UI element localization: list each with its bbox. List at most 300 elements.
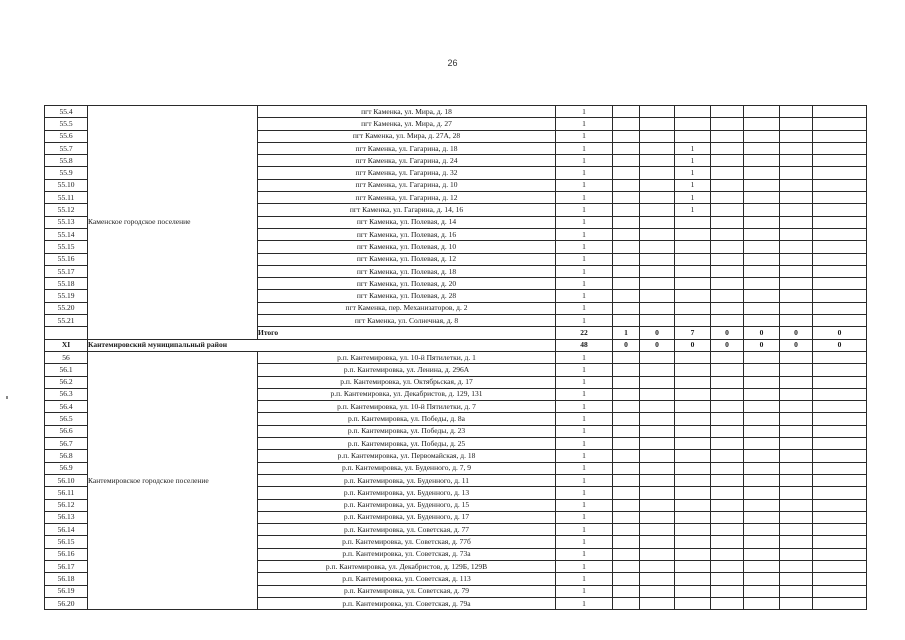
value-cell: 7 xyxy=(675,327,711,339)
address-cell: пгт Каменка, ул. Мира, д. 27 xyxy=(258,118,556,130)
row-number: 56.2 xyxy=(45,376,88,388)
value-cell xyxy=(813,315,867,327)
value-cell: 1 xyxy=(556,118,613,130)
value-cell xyxy=(813,511,867,523)
value-cell xyxy=(780,192,813,204)
value-cell: 1 xyxy=(556,413,613,425)
row-number: 55.20 xyxy=(45,302,88,314)
value-cell xyxy=(640,192,675,204)
value-cell xyxy=(813,573,867,585)
value-cell: 1 xyxy=(556,401,613,413)
value-cell xyxy=(613,167,640,179)
row-number: 56.20 xyxy=(45,597,88,609)
value-cell xyxy=(640,278,675,290)
value-cell: 1 xyxy=(556,364,613,376)
value-cell xyxy=(640,548,675,560)
row-number: 56.10 xyxy=(45,474,88,486)
value-cell xyxy=(675,118,711,130)
value-cell xyxy=(675,548,711,560)
margin-mark xyxy=(6,396,8,399)
value-cell xyxy=(780,290,813,302)
value-cell xyxy=(780,388,813,400)
value-cell xyxy=(711,597,744,609)
address-cell: пгт Каменка, пер. Механизаторов, д. 2 xyxy=(258,302,556,314)
row-number: 55.8 xyxy=(45,155,88,167)
row-number: 55.18 xyxy=(45,278,88,290)
value-cell xyxy=(675,438,711,450)
value-cell xyxy=(640,597,675,609)
value-cell xyxy=(744,179,780,191)
value-cell xyxy=(780,241,813,253)
value-cell xyxy=(613,290,640,302)
value-cell xyxy=(744,597,780,609)
value-cell xyxy=(813,130,867,142)
value-cell xyxy=(780,401,813,413)
value-cell: 1 xyxy=(675,142,711,154)
value-cell xyxy=(613,536,640,548)
row-number: 56.3 xyxy=(45,388,88,400)
value-cell xyxy=(813,351,867,363)
value-cell: 1 xyxy=(556,511,613,523)
value-cell xyxy=(640,511,675,523)
row-number: 55.11 xyxy=(45,192,88,204)
address-cell: пгт Каменка, ул. Солнечная, д. 8 xyxy=(258,315,556,327)
address-cell: р.п. Кантемировка, ул. Первомайская, д. 18 xyxy=(258,450,556,462)
value-cell xyxy=(744,204,780,216)
value-cell xyxy=(813,228,867,240)
value-cell: 1 xyxy=(613,327,640,339)
value-cell xyxy=(640,155,675,167)
value-cell xyxy=(613,204,640,216)
value-cell xyxy=(780,560,813,572)
row-number: 56.7 xyxy=(45,438,88,450)
value-cell xyxy=(613,376,640,388)
value-cell xyxy=(613,425,640,437)
value-cell xyxy=(744,524,780,536)
row-number: 55.12 xyxy=(45,204,88,216)
address-cell: пгт Каменка, ул. Гагарина, д. 14, 16 xyxy=(258,204,556,216)
row-number: 56.5 xyxy=(45,413,88,425)
value-cell xyxy=(813,118,867,130)
value-cell xyxy=(744,351,780,363)
value-cell xyxy=(640,351,675,363)
value-cell: 48 xyxy=(556,339,613,351)
value-cell xyxy=(711,142,744,154)
value-cell xyxy=(711,388,744,400)
value-cell xyxy=(675,364,711,376)
value-cell xyxy=(813,524,867,536)
value-cell xyxy=(711,167,744,179)
value-cell xyxy=(813,474,867,486)
row-number: 55.6 xyxy=(45,130,88,142)
row-number: 56.11 xyxy=(45,487,88,499)
value-cell xyxy=(744,511,780,523)
value-cell xyxy=(780,597,813,609)
value-cell xyxy=(711,265,744,277)
value-cell xyxy=(675,265,711,277)
address-cell: р.п. Кантемировка, ул. Октябрьская, д. 17 xyxy=(258,376,556,388)
value-cell xyxy=(640,315,675,327)
address-cell: р.п. Кантемировка, ул. Декабристов, д. 129, 131 xyxy=(258,388,556,400)
value-cell xyxy=(675,560,711,572)
value-cell xyxy=(780,548,813,560)
value-cell xyxy=(711,155,744,167)
value-cell xyxy=(640,167,675,179)
value-cell xyxy=(813,560,867,572)
value-cell xyxy=(813,585,867,597)
value-cell xyxy=(613,548,640,560)
value-cell xyxy=(640,376,675,388)
value-cell xyxy=(711,536,744,548)
value-cell xyxy=(640,364,675,376)
row-number: 56.6 xyxy=(45,425,88,437)
value-cell xyxy=(711,401,744,413)
value-cell xyxy=(675,106,711,118)
value-cell xyxy=(613,302,640,314)
value-cell xyxy=(744,265,780,277)
value-cell: 1 xyxy=(556,487,613,499)
register-table-body xyxy=(45,106,867,610)
value-cell xyxy=(640,265,675,277)
row-number: 55.16 xyxy=(45,253,88,265)
value-cell xyxy=(780,376,813,388)
value-cell: 1 xyxy=(556,536,613,548)
value-cell xyxy=(613,118,640,130)
value-cell xyxy=(711,253,744,265)
value-cell: 1 xyxy=(556,560,613,572)
value-cell xyxy=(744,302,780,314)
value-cell: 0 xyxy=(675,339,711,351)
value-cell xyxy=(744,228,780,240)
value-cell xyxy=(744,118,780,130)
value-cell xyxy=(780,524,813,536)
value-cell xyxy=(813,302,867,314)
value-cell xyxy=(711,585,744,597)
row-number: 56.9 xyxy=(45,462,88,474)
value-cell xyxy=(640,413,675,425)
value-cell: 1 xyxy=(556,204,613,216)
value-cell xyxy=(780,364,813,376)
register-table xyxy=(44,105,867,610)
row-number: 56.17 xyxy=(45,560,88,572)
address-cell: пгт Каменка, ул. Гагарина, д. 10 xyxy=(258,179,556,191)
value-cell xyxy=(711,548,744,560)
value-cell xyxy=(780,511,813,523)
row-number: 55.13 xyxy=(45,216,88,228)
value-cell xyxy=(613,192,640,204)
value-cell xyxy=(780,315,813,327)
value-cell xyxy=(675,216,711,228)
value-cell: 0 xyxy=(780,339,813,351)
row-number: 55.10 xyxy=(45,179,88,191)
address-cell: р.п. Кантемировка, ул. Советская, д. 77б xyxy=(258,536,556,548)
value-cell xyxy=(613,450,640,462)
address-cell: пгт Каменка, ул. Полевая, д. 20 xyxy=(258,278,556,290)
value-cell xyxy=(675,376,711,388)
address-cell: пгт Каменка, ул. Полевая, д. 28 xyxy=(258,290,556,302)
value-cell xyxy=(813,413,867,425)
value-cell xyxy=(744,388,780,400)
value-cell xyxy=(640,118,675,130)
value-cell xyxy=(675,585,711,597)
value-cell xyxy=(744,216,780,228)
value-cell xyxy=(744,474,780,486)
value-cell xyxy=(711,216,744,228)
value-cell: 0 xyxy=(613,339,640,351)
value-cell xyxy=(675,253,711,265)
value-cell: 1 xyxy=(556,499,613,511)
value-cell xyxy=(813,167,867,179)
value-cell xyxy=(780,438,813,450)
value-cell xyxy=(675,401,711,413)
value-cell xyxy=(711,425,744,437)
value-cell: 1 xyxy=(556,142,613,154)
value-cell xyxy=(613,560,640,572)
row-number xyxy=(45,327,88,339)
value-cell xyxy=(640,253,675,265)
value-cell: 1 xyxy=(556,241,613,253)
value-cell xyxy=(613,524,640,536)
value-cell xyxy=(711,106,744,118)
value-cell xyxy=(711,179,744,191)
value-cell xyxy=(640,573,675,585)
value-cell xyxy=(613,511,640,523)
value-cell xyxy=(675,524,711,536)
value-cell xyxy=(613,130,640,142)
value-cell xyxy=(813,438,867,450)
value-cell xyxy=(780,204,813,216)
value-cell xyxy=(780,253,813,265)
value-cell xyxy=(780,179,813,191)
value-cell xyxy=(640,450,675,462)
address-cell: пгт Каменка, ул. Полевая, д. 10 xyxy=(258,241,556,253)
value-cell xyxy=(613,241,640,253)
value-cell: 0 xyxy=(744,339,780,351)
row-number: 56.14 xyxy=(45,524,88,536)
value-cell xyxy=(780,413,813,425)
value-cell xyxy=(675,130,711,142)
value-cell xyxy=(711,204,744,216)
value-cell xyxy=(640,216,675,228)
value-cell xyxy=(613,474,640,486)
row-number: 55.21 xyxy=(45,315,88,327)
row-number: 56.1 xyxy=(45,364,88,376)
value-cell: 0 xyxy=(813,327,867,339)
value-cell: 1 xyxy=(556,548,613,560)
address-cell: пгт Каменка, ул. Гагарина, д. 18 xyxy=(258,142,556,154)
value-cell xyxy=(613,413,640,425)
value-cell: 1 xyxy=(556,192,613,204)
page-number: 26 xyxy=(447,58,458,68)
row-number: 55.5 xyxy=(45,118,88,130)
value-cell xyxy=(711,192,744,204)
value-cell xyxy=(711,487,744,499)
value-cell xyxy=(675,351,711,363)
value-cell xyxy=(744,130,780,142)
address-cell: р.п. Кантемировка, ул. Буденного, д. 17 xyxy=(258,511,556,523)
value-cell xyxy=(744,450,780,462)
value-cell: 1 xyxy=(675,179,711,191)
value-cell: 1 xyxy=(556,216,613,228)
value-cell: 0 xyxy=(640,327,675,339)
value-cell xyxy=(675,487,711,499)
value-cell xyxy=(640,536,675,548)
address-cell: р.п. Кантемировка, ул. Советская, д. 73а xyxy=(258,548,556,560)
value-cell xyxy=(813,450,867,462)
value-cell xyxy=(613,228,640,240)
value-cell xyxy=(780,450,813,462)
value-cell xyxy=(613,216,640,228)
value-cell xyxy=(744,548,780,560)
value-cell: 1 xyxy=(556,290,613,302)
value-cell xyxy=(613,106,640,118)
value-cell xyxy=(613,597,640,609)
value-cell xyxy=(744,155,780,167)
value-cell xyxy=(744,401,780,413)
row-number: 56.12 xyxy=(45,499,88,511)
value-cell: 1 xyxy=(556,253,613,265)
value-cell: 1 xyxy=(675,192,711,204)
value-cell: 0 xyxy=(640,339,675,351)
value-cell: 1 xyxy=(556,130,613,142)
value-cell xyxy=(780,167,813,179)
value-cell xyxy=(744,106,780,118)
value-cell xyxy=(813,241,867,253)
value-cell xyxy=(711,376,744,388)
settlement-name: Каменское городское поселение xyxy=(88,106,258,340)
address-cell: р.п. Кантемировка, ул. Победы, д. 23 xyxy=(258,425,556,437)
row-number: 56.8 xyxy=(45,450,88,462)
value-cell xyxy=(613,462,640,474)
value-cell xyxy=(711,413,744,425)
value-cell xyxy=(813,376,867,388)
value-cell xyxy=(711,290,744,302)
value-cell: 0 xyxy=(711,339,744,351)
value-cell: 1 xyxy=(556,438,613,450)
address-cell: р.п. Кантемировка, ул. Советская, д. 113 xyxy=(258,573,556,585)
value-cell xyxy=(813,290,867,302)
value-cell xyxy=(813,142,867,154)
value-cell xyxy=(613,487,640,499)
value-cell xyxy=(813,155,867,167)
value-cell xyxy=(613,351,640,363)
address-cell: р.п. Кантемировка, ул. Буденного, д. 11 xyxy=(258,474,556,486)
row-number: 55.19 xyxy=(45,290,88,302)
value-cell xyxy=(711,302,744,314)
address-cell: р.п. Кантемировка, ул. 10-й Пятилетки, д. 1 xyxy=(258,351,556,363)
value-cell xyxy=(813,265,867,277)
row-number: 56.16 xyxy=(45,548,88,560)
address-cell: пгт Каменка, ул. Гагарина, д. 32 xyxy=(258,167,556,179)
value-cell xyxy=(813,278,867,290)
value-cell xyxy=(640,302,675,314)
value-cell xyxy=(813,388,867,400)
value-cell xyxy=(813,192,867,204)
value-cell xyxy=(613,179,640,191)
value-cell: 1 xyxy=(556,597,613,609)
value-cell xyxy=(744,376,780,388)
value-cell: 0 xyxy=(744,327,780,339)
value-cell: 1 xyxy=(556,278,613,290)
address-cell: пгт Каменка, ул. Полевая, д. 18 xyxy=(258,265,556,277)
value-cell xyxy=(744,290,780,302)
value-cell xyxy=(640,228,675,240)
value-cell xyxy=(640,474,675,486)
value-cell xyxy=(780,265,813,277)
value-cell xyxy=(780,425,813,437)
value-cell: 1 xyxy=(556,302,613,314)
value-cell xyxy=(813,253,867,265)
address-cell: р.п. Кантемировка, ул. Советская, д. 79 xyxy=(258,585,556,597)
value-cell xyxy=(711,364,744,376)
row-number: 56.19 xyxy=(45,585,88,597)
value-cell: 1 xyxy=(556,351,613,363)
value-cell xyxy=(813,401,867,413)
value-cell: 1 xyxy=(556,388,613,400)
row-number: XI xyxy=(45,339,88,351)
address-cell: пгт Каменка, ул. Полевая, д. 14 xyxy=(258,216,556,228)
value-cell: 1 xyxy=(556,228,613,240)
value-cell xyxy=(640,290,675,302)
value-cell xyxy=(613,265,640,277)
value-cell xyxy=(613,278,640,290)
value-cell xyxy=(711,315,744,327)
value-cell xyxy=(744,560,780,572)
value-cell xyxy=(711,130,744,142)
value-cell xyxy=(780,351,813,363)
row-number: 56.4 xyxy=(45,401,88,413)
value-cell xyxy=(613,388,640,400)
value-cell: 0 xyxy=(711,327,744,339)
value-cell: 1 xyxy=(556,106,613,118)
row-number: 55.15 xyxy=(45,241,88,253)
value-cell xyxy=(744,462,780,474)
value-cell xyxy=(675,450,711,462)
value-cell xyxy=(675,474,711,486)
value-cell xyxy=(711,474,744,486)
value-cell xyxy=(780,228,813,240)
value-cell xyxy=(813,499,867,511)
value-cell xyxy=(640,130,675,142)
value-cell xyxy=(813,106,867,118)
value-cell: 1 xyxy=(675,167,711,179)
value-cell xyxy=(613,401,640,413)
value-cell: 1 xyxy=(556,585,613,597)
value-cell xyxy=(813,536,867,548)
value-cell xyxy=(613,315,640,327)
value-cell: 22 xyxy=(556,327,613,339)
value-cell xyxy=(640,487,675,499)
row-number: 55.9 xyxy=(45,167,88,179)
value-cell xyxy=(744,142,780,154)
value-cell xyxy=(744,536,780,548)
value-cell: 1 xyxy=(556,573,613,585)
value-cell xyxy=(813,216,867,228)
value-cell xyxy=(675,388,711,400)
value-cell xyxy=(711,499,744,511)
value-cell xyxy=(813,364,867,376)
value-cell xyxy=(744,167,780,179)
value-cell xyxy=(711,118,744,130)
value-cell xyxy=(711,278,744,290)
row-label: Кантемировский муниципальный район xyxy=(88,339,556,351)
value-cell xyxy=(640,585,675,597)
address-cell: р.п. Кантемировка, ул. Советская, д. 79а xyxy=(258,597,556,609)
settlement-name: Кантемировское городское поселение xyxy=(88,351,258,609)
value-cell xyxy=(640,438,675,450)
value-cell xyxy=(780,106,813,118)
value-cell xyxy=(744,253,780,265)
